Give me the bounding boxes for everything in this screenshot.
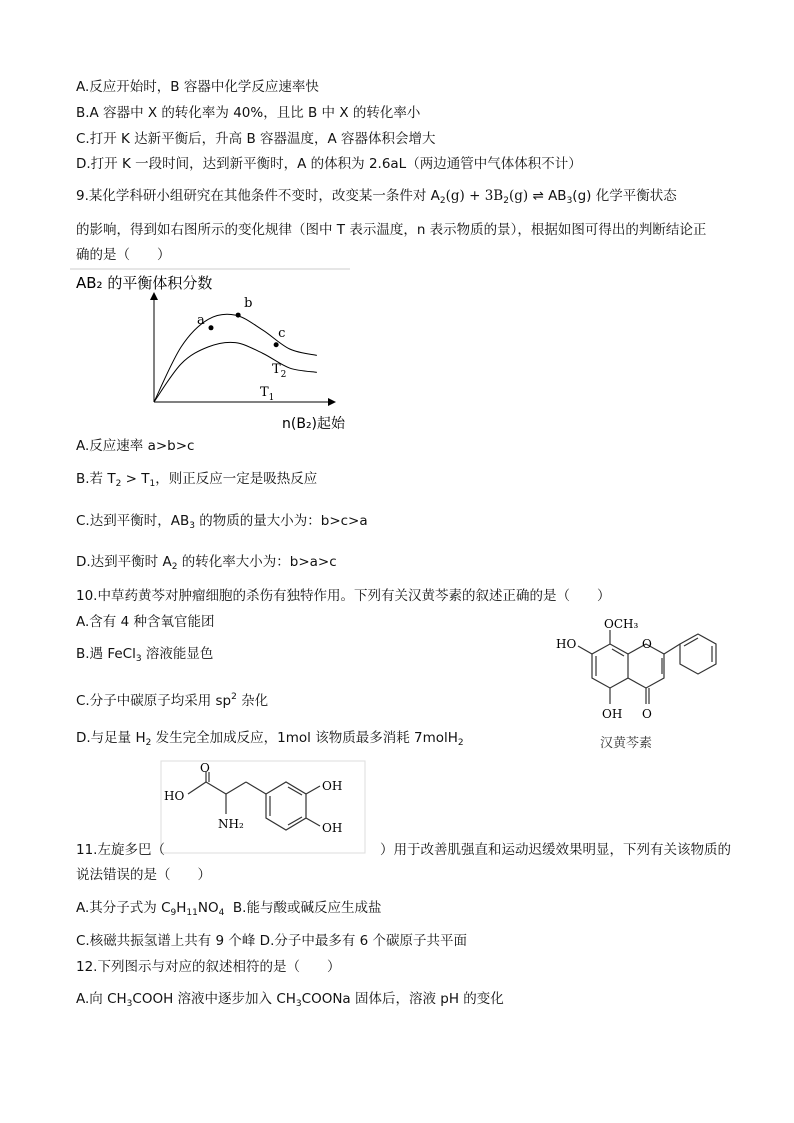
q9-option-a: A.反应速率 a>b>c	[76, 438, 195, 454]
data-label-c: c	[278, 325, 286, 341]
struct-carbonyl-o: O	[642, 707, 652, 721]
equilibrium-arrow-icon: ⇌	[532, 188, 544, 204]
q9-stem-line3: 确的是（ ）	[76, 247, 171, 263]
q9-option-d: D.达到平衡时 $A_2$ 的转化率大小为：b>a>c	[76, 554, 337, 572]
q11-option-cd: C.核磁共振氢谱上共有 9 个峰 D.分子中最多有 6 个碳原子共平面	[76, 933, 468, 949]
q9-stem-line2: 的影响，得到如右图所示的变化规律（图中 T 表示温度，n 表示物质的景），根据如图可得出的判断结论正	[76, 222, 707, 238]
levodopa-bonds	[188, 772, 320, 830]
x-axis-label: n(B₂)起始	[282, 416, 346, 432]
series-line-t2	[154, 314, 317, 402]
struct-oh-top: OH	[322, 779, 343, 793]
struct-o: O	[200, 761, 210, 775]
q8-option-d: D.打开 K 一段时间，达到新平衡时，A 的体积为 2.6aL（两边通管中气体体积不计）	[76, 156, 582, 172]
struct-nh2: NH₂	[218, 817, 244, 831]
q9-equilibrium-chart	[70, 266, 360, 436]
struct-ring-o: O	[642, 637, 652, 651]
structure-frame	[161, 761, 365, 853]
x-axis-arrow-icon	[328, 398, 336, 406]
q12-stem: 12.下列图示与对应的叙述相符的是（ ）	[76, 959, 341, 975]
q9-option-c: C.达到平衡时，$AB_3$ 的物质的量大小为：b>c>a	[76, 513, 368, 531]
q11-stem-line2: 说法错误的是（ ）	[76, 867, 211, 883]
struct-oh-bottom: OH	[602, 707, 623, 721]
q10-option-c: C.分子中碳原子均采用 $sp^2$ 杂化	[76, 692, 269, 709]
structure-caption: 汉黄芩素	[600, 736, 653, 751]
curve-label-t2: $T_2$	[272, 362, 287, 380]
data-point-b	[236, 313, 241, 318]
q8-option-b: B.A 容器中 X 的转化率为 40%，且比 B 中 X 的转化率小	[76, 105, 421, 121]
q12-option-a: A.向 $CH_3COOH$ 溶液中逐步加入 $CH_3COONa$ 固体后，溶液 pH 的变化	[76, 991, 504, 1009]
q11-option-ab: A.其分子式为 $C_9H_{11}NO_4$ B.能与酸或碱反应生成盐	[76, 900, 382, 918]
q8-option-c: C.打开 K 达新平衡后，升高 B 容器温度，A 容器体积会增大	[76, 131, 436, 147]
data-point-c	[274, 342, 279, 347]
q10-stem: 10.中草药黄芩对肿瘤细胞的杀伤有独特作用。下列有关汉黄芩素的叙述正确的是（ ）	[76, 588, 611, 604]
q10-option-d: D.与足量 $H_2$ 发生完全加成反应，1mol 该物质最多消耗 7molH$_2$	[76, 730, 464, 748]
q9-option-b: B.若 $T_2 > T_1$，则正反应一定是吸热反应	[76, 471, 318, 489]
struct-oh-bottom: OH	[322, 821, 343, 835]
struct-ho-left: HO	[556, 637, 577, 651]
data-label-b: b	[244, 296, 253, 312]
q10-option-a: A.含有 4 种含氧官能团	[76, 614, 215, 630]
levodopa-structure	[160, 760, 366, 854]
q8-option-a: A.反应开始时，B 容器中化学反应速率快	[76, 79, 319, 95]
chart-title: AB₂ 的平衡体积分数	[76, 274, 213, 292]
q9-stem-line1: 9.某化学科研小组研究在其他条件不变时，改变某一条件对 $A_2(g) + 3B_2(g)$ ⇌ $AB_3(g)$ 化学平衡状态	[76, 188, 677, 206]
curve-label-t1: $T_1$	[260, 385, 275, 403]
struct-och3: OCH₃	[604, 617, 639, 631]
q11-stem-line1: 11.左旋多巴（ ）用于改善肌强直和运动迟缓效果明显，下列有关该物质的	[76, 842, 731, 858]
struct-ho: HO	[164, 789, 185, 803]
data-label-a: a	[197, 312, 205, 328]
y-axis-arrow-icon	[150, 292, 158, 300]
wogonin-structure	[548, 612, 728, 757]
data-point-a	[209, 325, 214, 330]
q10-option-b: B.遇 FeCl$_3$ 溶液能显色	[76, 646, 214, 664]
